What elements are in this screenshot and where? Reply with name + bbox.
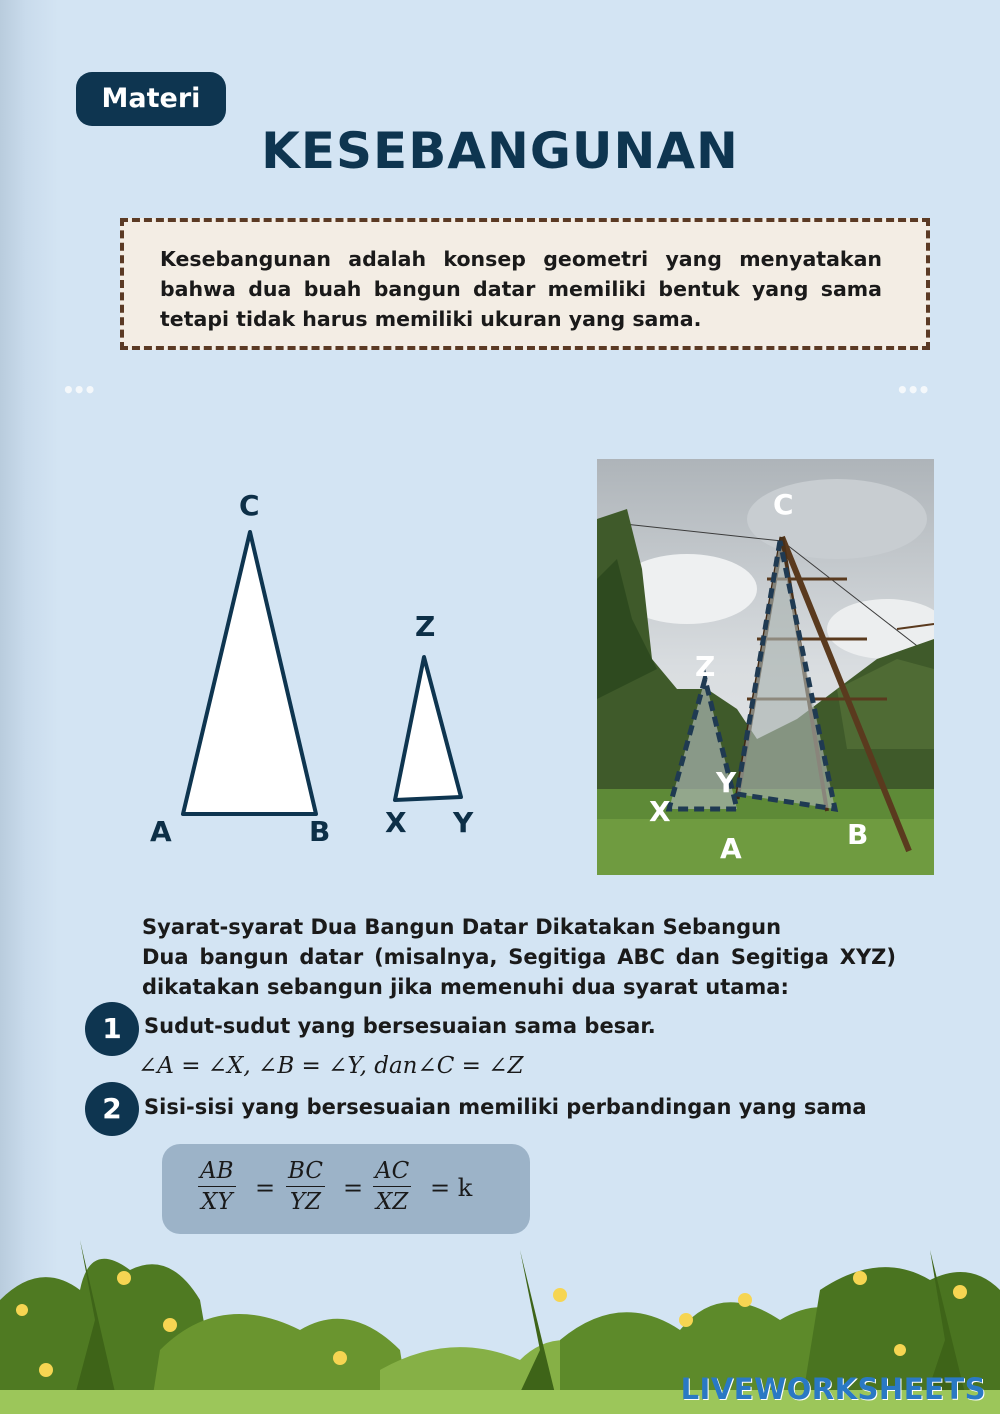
conditions-heading: Syarat-syarat Dua Bangun Datar Dikatakan Sebangun — [142, 915, 782, 939]
fraction-ac-xz — [373, 1156, 411, 1217]
label-c: C — [239, 489, 260, 522]
angle-equalities: ∠A = ∠X, ∠B = ∠Y, dan∠C = ∠Z — [138, 1053, 524, 1079]
label-z: Z — [415, 610, 436, 643]
triangle-abc — [183, 532, 316, 814]
label-b: B — [309, 815, 331, 848]
equals-sign: = — [343, 1174, 364, 1202]
fraction-ab-xy — [198, 1156, 236, 1217]
conditions-intro-text: Dua bangun datar (misalnya, Segitiga ABC dan Segitiga XYZ) dikatakan sebangun jika memenuhi dua syarat utama: — [142, 945, 896, 999]
definition-text: Kesebangunan adalah konsep geometri yang menyatakan bahwa dua buah bangun datar memiliki bentuk yang sama tetapi tidak harus memiliki ukuran yang sama. — [160, 247, 882, 331]
fraction-denominator: XY — [200, 1189, 233, 1215]
fraction-numerator: AC — [373, 1156, 411, 1187]
materi-badge: Materi — [76, 72, 226, 126]
photo-label-a: A — [720, 832, 742, 865]
fraction-denominator: XZ — [375, 1189, 409, 1215]
photo-label-c: C — [773, 488, 794, 521]
number-badge-2: 2 — [85, 1082, 139, 1136]
equals-sign: = — [255, 1174, 276, 1202]
liveworksheets-watermark: LIVEWORKSHEETS — [680, 1372, 986, 1406]
photo-label-b: B — [847, 818, 869, 851]
fraction-numerator: AB — [198, 1156, 236, 1187]
triangles-diagram — [0, 0, 600, 900]
fraction-numerator: BC — [286, 1156, 325, 1187]
condition-2: Sisi-sisi yang bersesuaian memiliki perbandingan yang sama — [144, 1095, 867, 1119]
dots-left: ••• — [62, 378, 95, 402]
page-title: KESEBANGUNAN — [261, 122, 739, 180]
label-a: A — [150, 815, 172, 848]
tent-photo — [597, 459, 934, 875]
label-x: X — [385, 806, 407, 839]
fraction-denominator: YZ — [289, 1189, 322, 1215]
label-y: Y — [453, 806, 474, 839]
dots-right: ••• — [896, 378, 929, 402]
ratio-formula-box — [162, 1144, 530, 1234]
fraction-bc-yz — [286, 1156, 325, 1217]
photo-label-x: X — [649, 795, 671, 828]
number-badge-1: 1 — [85, 1002, 139, 1056]
photo-label-y: Y — [716, 766, 737, 799]
photo-label-z: Z — [695, 650, 716, 683]
equals-k: = k — [430, 1174, 473, 1202]
triangle-xyz — [395, 657, 461, 800]
conditions-intro — [142, 912, 896, 1002]
condition-1: Sudut-sudut yang bersesuaian sama besar. — [144, 1014, 656, 1038]
